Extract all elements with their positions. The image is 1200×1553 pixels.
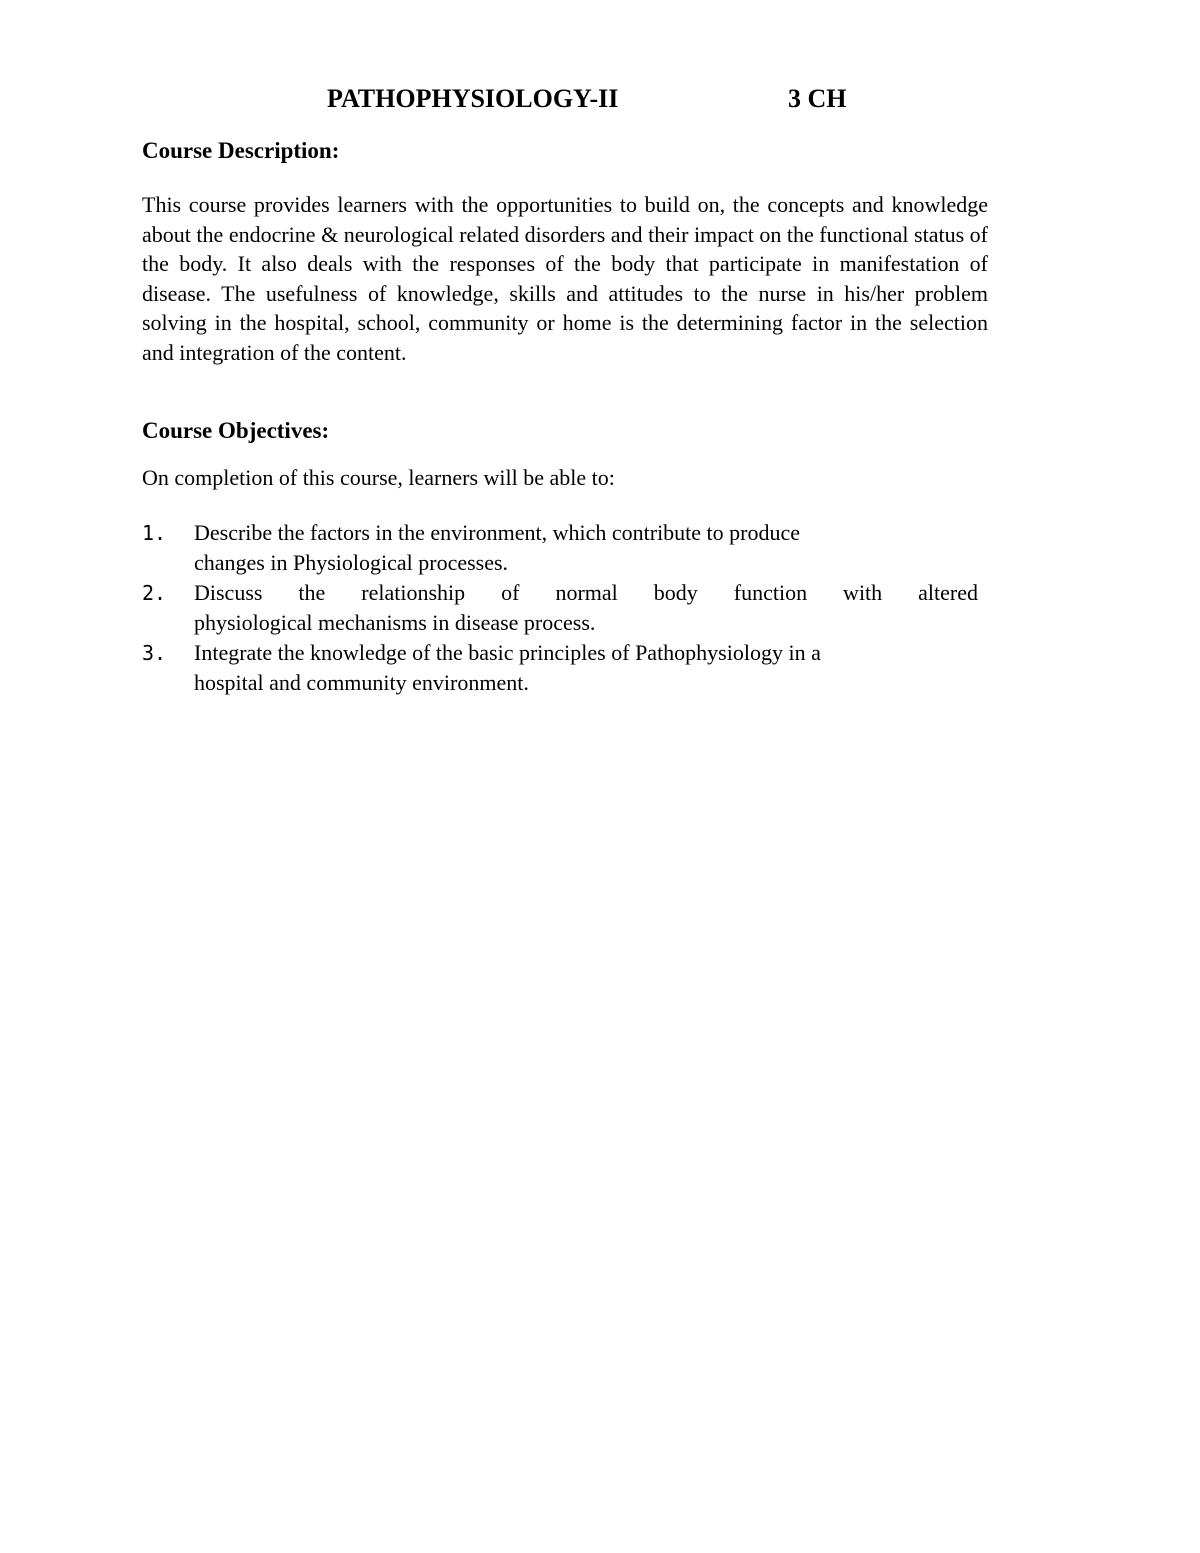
objective-item-1 [142,518,988,578]
objective-number: 1. [142,521,167,545]
credit-hours: 3 CH [788,84,847,113]
objective-line: hospital and community environment. [194,670,529,695]
objectives-intro: On completion of this course, learners will be able to: [142,465,615,490]
description-heading: Course Description: [142,138,340,163]
title-row [0,84,1200,120]
course-description: This course provides learners with the opportunities to build on, the concepts and knowledge about the endocrine & neurological related disorders and their impact on the functional status of the body. It also deals with the responses of the body that participate in manifestation of disease. The usefulness of knowledge, skills and attitudes to the nurse in his/her problem solving in the hospital, school, community or home is the determining factor in the selection and integration of the content. [142,192,988,365]
objective-item-2 [142,578,988,638]
objective-number: 3. [142,641,167,665]
objective-line: Describe the factors in the environment, which contribute to produce [194,520,801,545]
objective-item-3 [142,638,988,698]
objectives-heading: Course Objectives: [142,418,330,443]
objective-number: 2. [142,581,167,605]
objective-line: Integrate the knowledge of the basic principles of Pathophysiology in a [194,640,821,665]
objective-line: Discuss the relationship of normal body function with altered [194,580,978,605]
objective-line: physiological mechanisms in disease process. [194,610,596,635]
objectives-list [142,518,988,698]
objective-line: changes in Physiological processes. [194,550,509,575]
course-title: PATHOPHYSIOLOGY-II [327,84,619,113]
